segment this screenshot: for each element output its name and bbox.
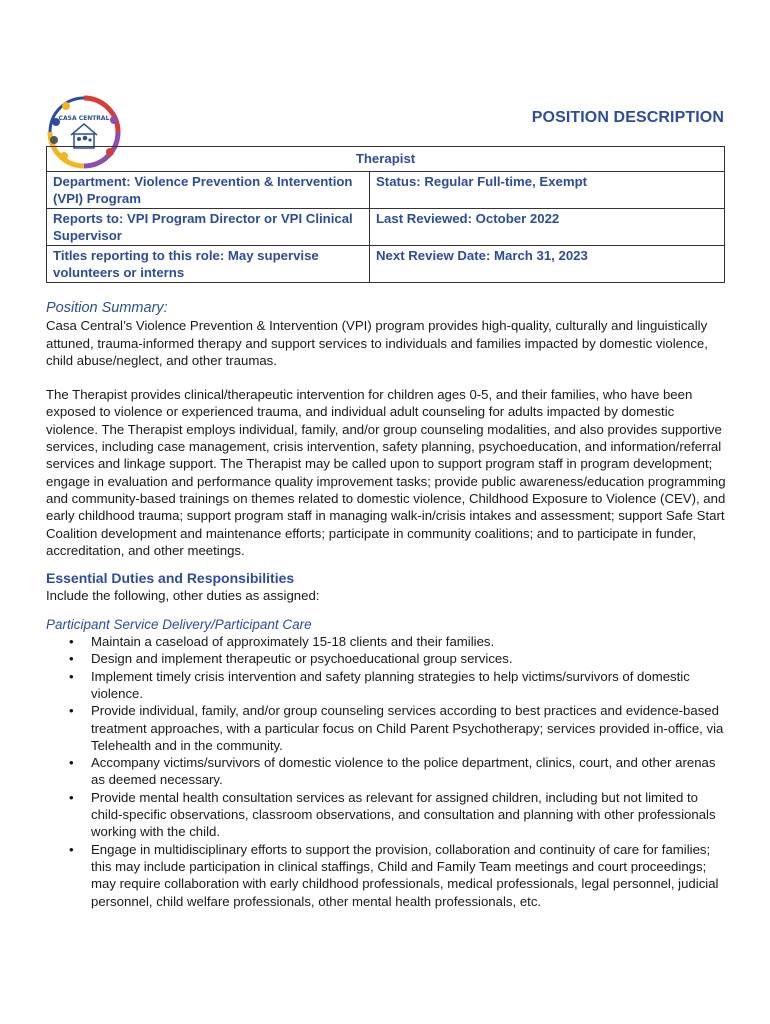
document-body: [46, 300, 728, 910]
titles-reporting-cell: Titles reporting to this role: May supervise volunteers or interns: [47, 246, 370, 283]
duties-list: [46, 633, 728, 910]
list-item: • Provide mental health consultation services as relevant for assigned children, including but not limited to child-specific observations, classroom observations, and consultation and planning with other professionals working with the child.: [91, 789, 728, 841]
status-cell: Status: Regular Full-time, Exempt: [370, 172, 725, 209]
position-summary-heading: Position Summary:: [46, 300, 168, 316]
position-description-title: POSITION DESCRIPTION: [531, 109, 724, 126]
list-item: • Accompany victims/survivors of domestic violence to the police department, clinics, court, and other arenas as deemed necessary.: [91, 754, 728, 789]
list-item: • Provide individual, family, and/or group counseling services according to best practices and evidence-based treatment approaches, with a particular focus on Child Parent Psychotherapy; services provided in-office, via Telehealth and in the community.: [91, 702, 728, 754]
duties-intro: Include the following, other duties as assigned:: [46, 588, 320, 604]
last-reviewed-cell: Last Reviewed: October 2022: [370, 209, 725, 246]
list-item: • Engage in multidisciplinary efforts to support the provision, collaboration and continuity of care for families; this may include participation in clinical staffings, Child and Family Team meetings and court proceedings; may require collaboration with early childhood professionals, medical professionals, legal personnel, judicial personnel, child welfare professionals, other mental health professionals, etc.: [91, 841, 728, 910]
summary-paragraph-2: The Therapist provides clinical/therapeutic intervention for children ages 0-5, and their families, who have been exposed to violence or experienced trauma, and individual adult counseling for adults impacted by domestic violence. The Therapist employs individual, family, and/or group counseling modalities, and also provides supportive services, including case management, crisis intervention, safety planning, psychoeducation, and information/referral services and linkage support. The Therapist may be called upon to support program staff in program development; engage in evaluation and performance quality improvement tasks; provide public awareness/education programming and community-based trainings on themes related to domestic violence, Childhood Exposure to Violence (CEV), and early childhood trauma; support program staff in managing walk-in/crisis intakes and assessment; support Safe Start Coalition development and maintenance efforts; participate in community coalitions; and to participate in funder, accreditation, and other meetings.: [46, 387, 726, 558]
job-title: Therapist: [47, 147, 725, 172]
participant-care-subheading: Participant Service Delivery/Participant Care: [46, 616, 312, 632]
reports-to-cell: Reports to: VPI Program Director or VPI Clinical Supervisor: [47, 209, 370, 246]
next-review-cell: Next Review Date: March 31, 2023: [370, 246, 725, 283]
list-item: • Design and implement therapeutic or psychoeducational group services.: [91, 650, 728, 667]
essential-duties-heading: Essential Duties and Responsibilities: [46, 570, 295, 587]
department-cell: Department: Violence Prevention & Intervention (VPI) Program: [47, 172, 370, 209]
list-item: • Maintain a caseload of approximately 15-18 clients and their families.: [91, 633, 728, 650]
position-info-table: [46, 146, 725, 283]
svg-text:CASA CENTRAL: CASA CENTRAL: [58, 115, 110, 122]
list-item: • Implement timely crisis intervention and safety planning strategies to help victims/survivors of domestic violence.: [91, 668, 728, 703]
summary-paragraph-1: Casa Central’s Violence Prevention & Intervention (VPI) program provides high-quality, culturally and linguistically attuned, trauma-informed therapy and support services to individuals and families impacted by domestic violence, child abuse/neglect, and other traumas.: [46, 318, 708, 368]
